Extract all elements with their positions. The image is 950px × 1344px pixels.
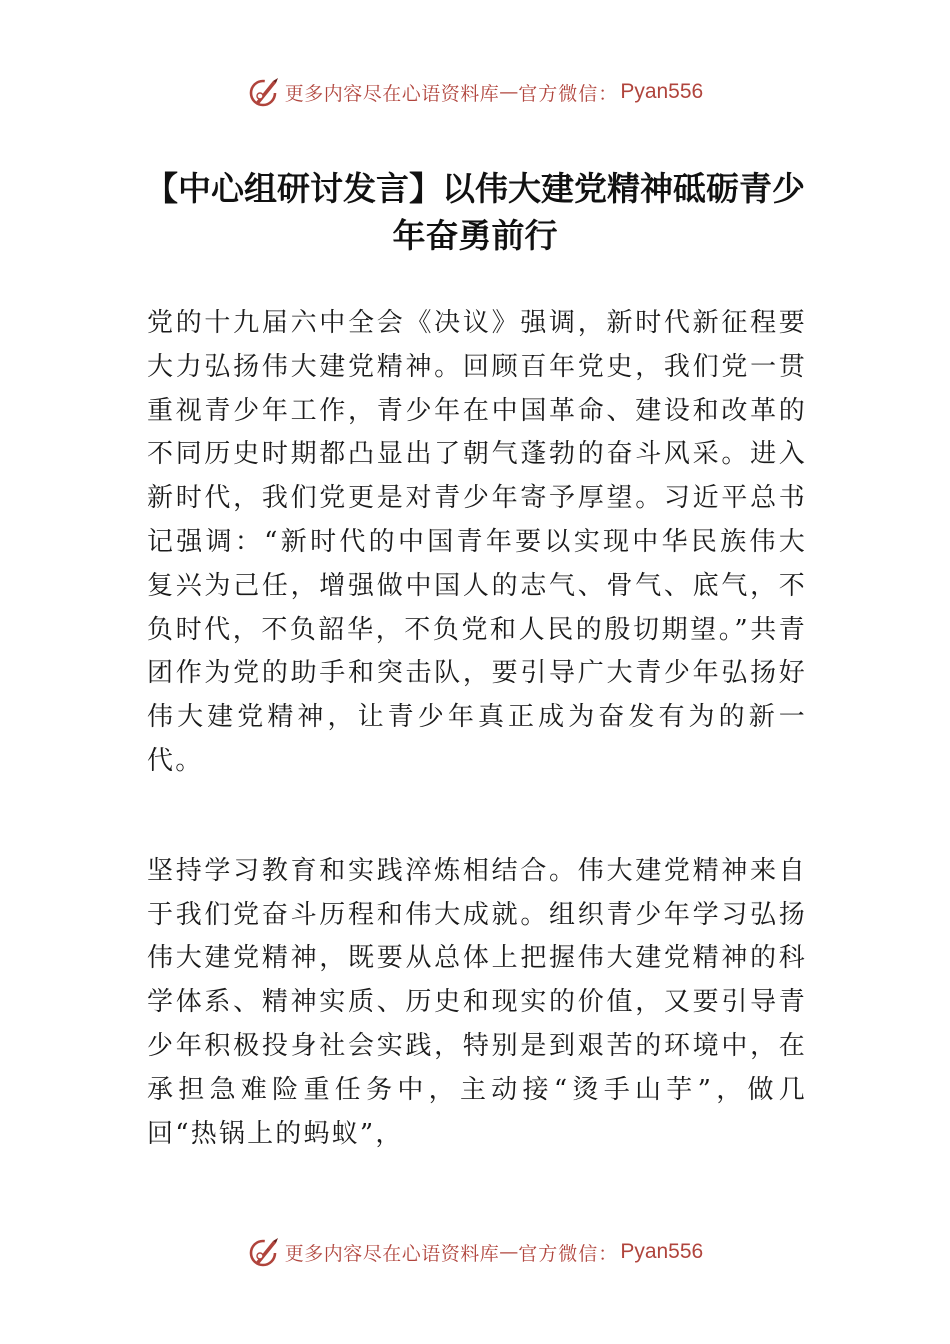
brush-pen-logo-icon <box>247 75 281 109</box>
footer-banner <box>0 1232 950 1272</box>
footer-brand-text: 更多内容尽在心语资料库 <box>284 1242 500 1265</box>
brush-pen-logo-icon <box>247 1235 281 1269</box>
banner-separator: — <box>499 81 519 103</box>
paragraph: 坚持学习教育和实践淬炼相结合。伟大建党精神来自于我们党奋斗历程和伟大成就。组织青少年学习弘扬伟大建党精神，既要从总体上把握伟大建党精神的科学体系、精神实质、历史和现实的价值，又要引导青少年积极投身社会实践，特别是到艰苦的环境中，在承担急难险重任务中，主动接“烫手山芋”，做几回“热锅上的蚂蚁”， <box>147 855 807 1149</box>
header-banner <box>0 72 950 112</box>
footer-separator: — <box>499 1241 519 1263</box>
footer-wechat-label: 官方微信： <box>518 1242 619 1265</box>
paragraph: 党的十九届六中全会《决议》强调，新时代新征程要大力弘扬伟大建党精神。回顾百年党史，我们党一贯重视青少年工作，青少年在中国革命、建设和改革的不同历史时期都凸显出了朝气蓬勃的奋斗风采。进入新时代，我们党更是对青少年寄予厚望。习近平总书记强调：“新时代的中国青年要以实现中华民族伟大复兴为己任，增强做中国人的志气、骨气、底气，不负时代，不负韶华，不负党和人民的殷切期望。”共青团作为党的助手和突击队，要引导广大青少年弘扬好伟大建党精神，让青少年真正成为奋发有为的新一代。 <box>147 308 807 776</box>
footer-wechat-id: Pyan556 <box>620 1240 704 1263</box>
banner-brand-text: 更多内容尽在心语资料库 <box>284 82 500 105</box>
banner-wechat-label: 官方微信： <box>518 82 619 105</box>
banner-wechat-id: Pyan556 <box>620 80 704 103</box>
document-title: 【中心组研讨发言】以伟大建党精神砥砺青少年奋勇前行 <box>145 169 805 255</box>
document-body <box>147 302 807 1156</box>
